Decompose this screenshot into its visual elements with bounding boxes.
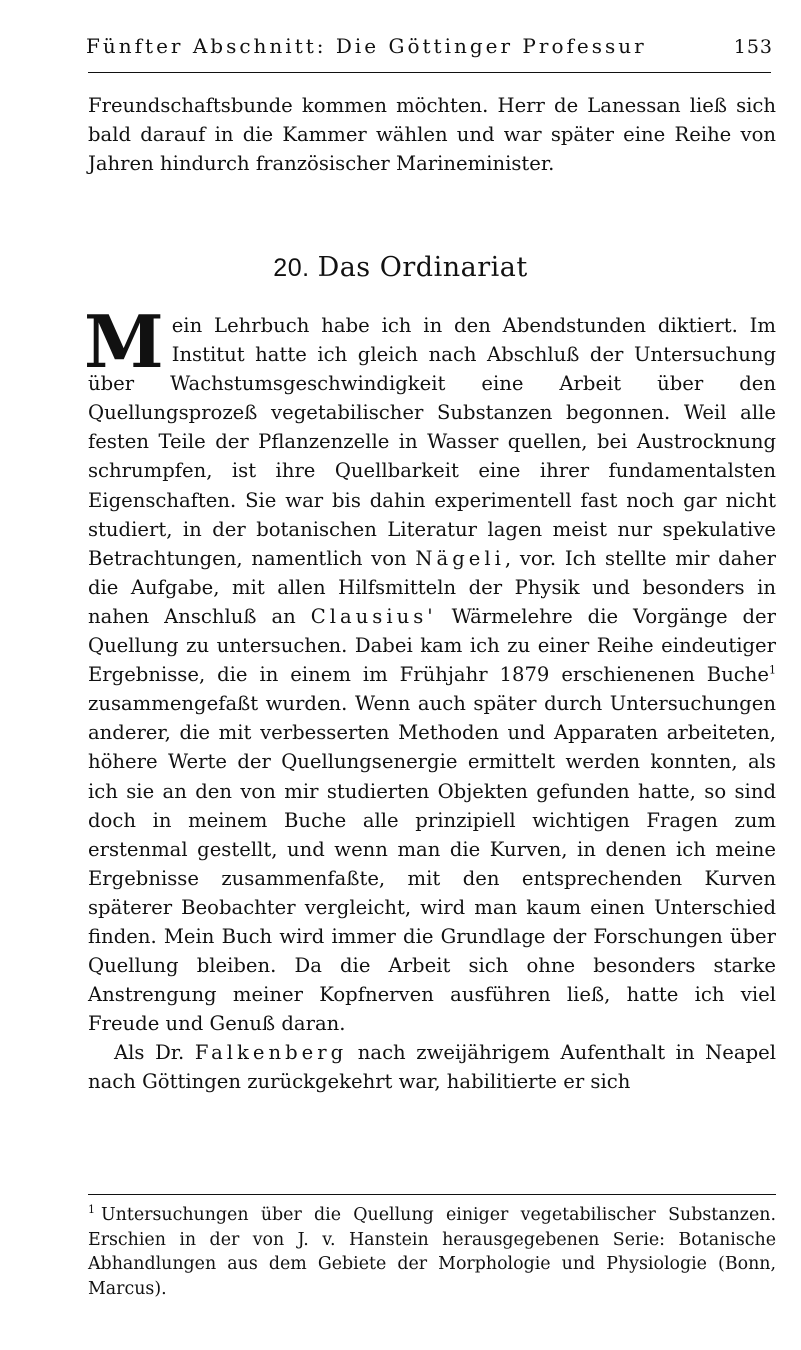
paragraph-1 [84,299,777,1038]
name-naegeli: Nägeli [415,546,505,570]
page-number: 153 [733,36,773,58]
section-heading [0,252,801,283]
paragraph-1-part-2: , vor. Ich stellte mir daher die Aufgabe, mit allen Hilfsmitteln der Physik und besonders in nahen Anschluß an [88,546,776,628]
running-head [84,34,773,58]
paragraph-1-part-4: zusammengefaßt wurden. Wenn auch später durch Untersuchungen anderer, die mit verbesserten Methoden und Apparaten arbeiteten, höhere Werte der Quellungsenergie ermittelt werden konnten, als ich sie an den von mir studierten Objekten gefunden hatte, so sind doch in meinem Buche alle prinzipiell wichtigen Fragen zum erstenmal gestellt, und wenn man die Kurven, in denen ich meine Ergebnisse zusammenfaßte, mit den entsprechenden Kurven späterer Beobachter vergleicht, wird man kaum einen Unterschied finden. Mein Buch wird immer die Grundlage der Forschungen über Quellung bleiben. Da die Arbeit sich ohne besonders starke Anstrengung meiner Kopfnerven ausführen ließ, hatte ich viel Freude und Genuß daran. [88,692,776,1036]
footnote-text: Untersuchungen über die Quellung einiger vegetabilischer Substanzen. Erschien in der von J. v. Hanstein herausgegebenen Serie: Botanische Abhandlungen aus dem Gebiete der Morphologie und Physiologie (Bonn, Marcus). [88,1205,776,1299]
opening-paragraph-text: Freundschaftsbunde kommen möchten. Herr de Lanessan ließ sich bald darauf in die Kammer wählen und war später eine Reihe von Jahren hindurch französischer Marineminister. [88,94,776,176]
paragraph-2 [88,1038,776,1096]
drop-cap: M [84,299,164,384]
name-falkenberg: Falkenberg [194,1041,348,1065]
paragraph-2-part-2: nach zweijährigem Aufenthalt in Neapel nach Göttingen zurückgekehrt war, habilitierte er sich [88,1041,776,1094]
main-text [84,299,777,1097]
paragraph-1-part-3: Wärmelehre die Vorgänge der Quellung zu untersuchen. Dabei kam ich zu einer Reihe eindeutiger Ergebnisse, die in einem im Frühjahr 1879 erschienenen Buche [88,604,777,687]
paragraph-2-part-1: Als Dr. [114,1041,195,1065]
paragraph-1-part-1: ein Lehrbuch habe ich in den Abendstunden diktiert. Im Institut hatte ich gleich nach Abschluß der Untersuchung über Wachstumsgeschwindigkeit eine Arbeit über den Quellungsprozeß vegetabilischer Substanzen begonnen. Weil alle festen Teile der Pflanzenzelle in Wasser quellen, bei Austrocknung schrumpfen, ist ihre Quellbarkeit eine ihrer fundamentalsten Eigenschaften. Sie war bis dahin experimentell fast noch gar nicht studiert, in der botanischen Literatur lagen meist nur spekulative Betrachtungen, namentlich von [88,314,776,570]
footnote-marker[interactable]: 1 [769,663,776,677]
footnote-number: 1 [88,1203,95,1217]
name-clausius: Clausius' [310,604,437,628]
footnote [88,1203,776,1301]
header-rule [88,72,771,73]
section-number: 20. [273,254,310,282]
footnote-rule [88,1194,776,1195]
running-head-title: Fünfter Abschnitt: Die Göttinger Professur [86,34,647,58]
section-title: Das Ordinariat [317,252,528,283]
opening-paragraph [88,91,776,178]
